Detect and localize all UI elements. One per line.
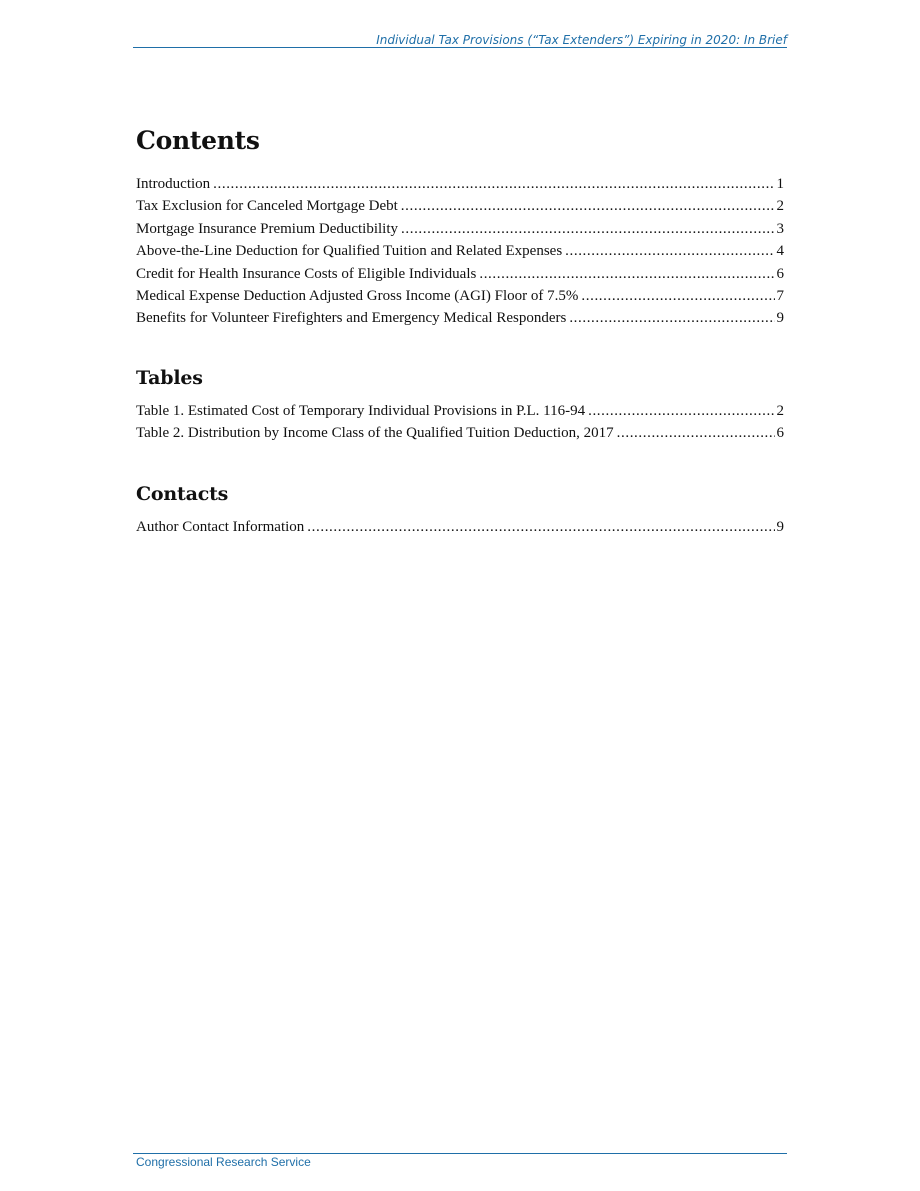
- dot-leader: [307, 516, 774, 538]
- toc-entry-page: 6: [776, 265, 784, 282]
- toc-entry-table-2[interactable]: [136, 422, 784, 444]
- toc-entry-title: Credit for Health Insurance Costs of Eligible Individuals: [136, 265, 477, 282]
- toc-entry-page: 6: [776, 425, 784, 442]
- toc-entry-title: Author Contact Information: [136, 519, 305, 535]
- toc-entry-page: 9: [776, 310, 784, 327]
- toc-entry-health-insurance-credit[interactable]: [136, 263, 784, 285]
- toc-entry-page: 4: [776, 243, 784, 260]
- dot-leader: [617, 422, 775, 444]
- toc-entry-page: 3: [776, 220, 784, 237]
- toc-entry-page: 7: [776, 287, 784, 304]
- toc-entry-mortgage-insurance-premium[interactable]: [136, 218, 784, 240]
- dot-leader: [479, 263, 774, 285]
- toc-entry-title: Medical Expense Deduction Adjusted Gross Income (AGI) Floor of 7.5%: [136, 287, 579, 304]
- tables-list: [136, 400, 784, 445]
- toc-entry-title: Mortgage Insurance Premium Deductibility: [136, 220, 399, 237]
- toc-entry-introduction[interactable]: [136, 173, 784, 195]
- toc-entry-title: Table 2. Distribution by Income Class of the Qualified Tuition Deduction, 2017: [136, 425, 614, 442]
- contents-heading: Contents: [136, 126, 260, 155]
- toc-entry-tuition-deduction[interactable]: [136, 240, 784, 262]
- dot-leader: [569, 307, 774, 329]
- dot-leader: [213, 173, 774, 195]
- dot-leader: [401, 195, 775, 217]
- dot-leader: [581, 285, 774, 307]
- toc-entry-table-1[interactable]: [136, 400, 784, 422]
- toc-entry-title: Above-the-Line Deduction for Qualified Tuition and Related Expenses: [136, 243, 563, 260]
- toc-entry-title: Benefits for Volunteer Firefighters and Emergency Medical Responders: [136, 310, 567, 327]
- toc-entry-title: Tax Exclusion for Canceled Mortgage Debt: [136, 198, 398, 215]
- contents-list: [136, 173, 784, 330]
- tables-heading: Tables: [136, 367, 203, 389]
- toc-entry-author-contact[interactable]: [136, 516, 784, 538]
- footer-organization: Congressional Research Service: [136, 1155, 311, 1169]
- toc-entry-page: 1: [776, 176, 784, 192]
- contacts-list: [136, 516, 784, 538]
- running-header: Individual Tax Provisions (“Tax Extenders”) Expiring in 2020: In Brief: [376, 33, 787, 47]
- toc-entry-medical-expense-deduction[interactable]: [136, 285, 784, 307]
- dot-leader: [565, 240, 774, 262]
- toc-entry-page: 9: [776, 519, 784, 535]
- toc-entry-title: Table 1. Estimated Cost of Temporary Individual Provisions in P.L. 116-94: [136, 403, 586, 419]
- dot-leader: [588, 400, 774, 422]
- toc-entry-title: Introduction: [136, 176, 211, 192]
- header-rule: [133, 47, 787, 48]
- toc-entry-canceled-mortgage-debt[interactable]: [136, 195, 784, 217]
- contacts-heading: Contacts: [136, 483, 229, 505]
- toc-entry-page: 2: [776, 198, 784, 215]
- toc-entry-page: 2: [776, 403, 784, 419]
- dot-leader: [401, 218, 774, 240]
- footer-rule: [133, 1153, 787, 1154]
- toc-entry-volunteer-firefighters[interactable]: [136, 307, 784, 329]
